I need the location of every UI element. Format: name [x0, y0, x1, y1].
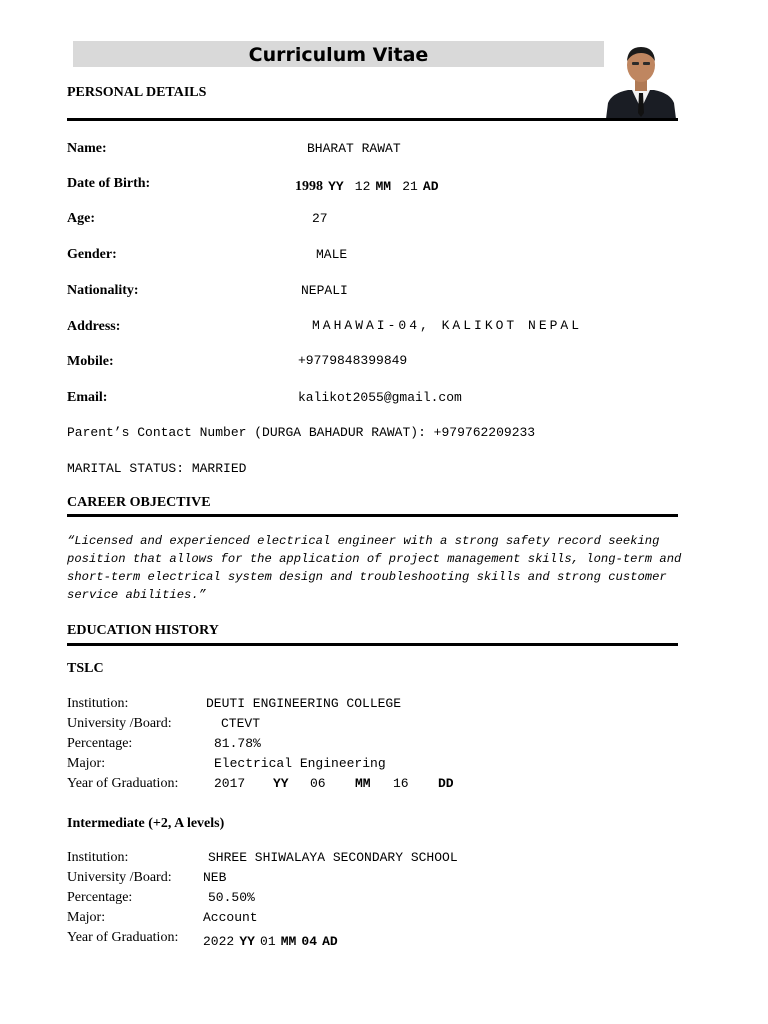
tslc-month-value: 06	[310, 776, 326, 791]
intermediate-heading: Intermediate (+2, A levels)	[67, 816, 225, 831]
education-heading: EDUCATION HISTORY	[67, 623, 219, 638]
inter-percentage-label: Percentage:	[67, 890, 133, 905]
inter-institution-value: SHREE SHIWALAYA SECONDARY SCHOOL	[208, 850, 458, 865]
parent-contact	[67, 425, 535, 440]
dob-month: 12	[354, 179, 371, 194]
email-link[interactable]: kalikot2055@gmail.com	[298, 390, 462, 405]
email-label: Email:	[67, 390, 108, 405]
parent-contact-prefix: Parent’s Contact Number (	[67, 425, 263, 440]
tslc-percentage-value: 81.78%	[214, 736, 261, 751]
education-divider	[67, 643, 678, 646]
mobile-value: +9779848399849	[298, 353, 408, 368]
page-title: Curriculum Vitae	[248, 44, 429, 66]
inter-yy: YY	[239, 934, 255, 949]
mobile-label: Mobile:	[67, 354, 114, 369]
inter-year: 2022	[203, 934, 235, 949]
inter-year-label: Year of Graduation:	[67, 930, 179, 945]
title-bar	[73, 41, 604, 67]
nationality-value: NEPALI	[301, 283, 348, 298]
parent-name: DURGA BAHADUR RAWAT	[262, 425, 411, 440]
career-objective-text: “Licensed and experienced electrical engineer with a strong safety record seeking position that allows for the application of project management skills, long-term and short-term electrical system design and troubleshooting skills and strong customer service abilities.”	[67, 534, 682, 602]
age-label: Age:	[67, 211, 95, 226]
marital-status: MARITAL STATUS: MARRIED	[67, 461, 247, 476]
dob-mm: MM	[375, 179, 392, 194]
email-value[interactable]	[298, 390, 462, 405]
dob-day: 21	[402, 179, 418, 194]
inter-institution-label: Institution:	[67, 850, 129, 865]
personal-divider	[67, 118, 678, 121]
tslc-heading: TSLC	[67, 661, 104, 676]
inter-percentage-value: 50.50%	[208, 890, 255, 905]
gender-label: Gender:	[67, 247, 117, 262]
career-objective-heading: CAREER OBJECTIVE	[67, 495, 211, 510]
parent-contact-suffix: ): +979762209233	[410, 425, 536, 440]
nationality-label: Nationality:	[67, 283, 139, 298]
inter-major-label: Major:	[67, 910, 106, 925]
inter-year-value	[203, 930, 338, 949]
tslc-percentage-label: Percentage:	[67, 736, 133, 751]
dob-ad: AD	[422, 179, 439, 194]
dob-year: 1998	[295, 179, 323, 194]
address-label: Address:	[67, 319, 121, 334]
name-label: Name:	[67, 141, 107, 156]
inter-board-value: NEB	[203, 870, 227, 885]
tslc-major-label: Major:	[67, 756, 106, 771]
tslc-institution-value: DEUTI ENGINEERING COLLEGE	[206, 696, 402, 711]
tslc-year-value: 2017	[214, 776, 246, 791]
tslc-board-value: CTEVT	[221, 716, 261, 731]
tslc-day-value: 16	[393, 776, 409, 791]
dob-yy: YY	[328, 179, 344, 194]
tslc-dd: DD	[438, 776, 454, 791]
tslc-yy: YY	[273, 776, 289, 791]
tslc-mm: MM	[355, 776, 371, 791]
inter-mm: MM	[280, 934, 297, 949]
personal-details-heading: PERSONAL DETAILS	[67, 85, 207, 100]
person-photo-icon	[604, 41, 678, 119]
dob-value	[295, 175, 439, 195]
inter-board-label: University /Board:	[67, 870, 172, 885]
address-value: MAHAWAI-04, KALIKOT NEPAL	[312, 318, 583, 333]
gender-value: MALE	[316, 247, 348, 262]
inter-major-value: Account	[203, 910, 258, 925]
dob-label: Date of Birth:	[67, 176, 151, 191]
career-divider	[67, 514, 678, 517]
inter-day: 04	[301, 934, 318, 949]
tslc-board-label: University /Board:	[67, 716, 172, 731]
age-value: 27	[312, 211, 328, 226]
name-value: BHARAT RAWAT	[307, 141, 401, 156]
tslc-institution-label: Institution:	[67, 696, 129, 711]
tslc-year-label: Year of Graduation:	[67, 776, 179, 791]
inter-ad: AD	[322, 934, 338, 949]
inter-month: 01	[260, 934, 276, 949]
profile-photo	[604, 41, 678, 119]
tslc-major-value: Electrical Engineering	[214, 756, 386, 771]
